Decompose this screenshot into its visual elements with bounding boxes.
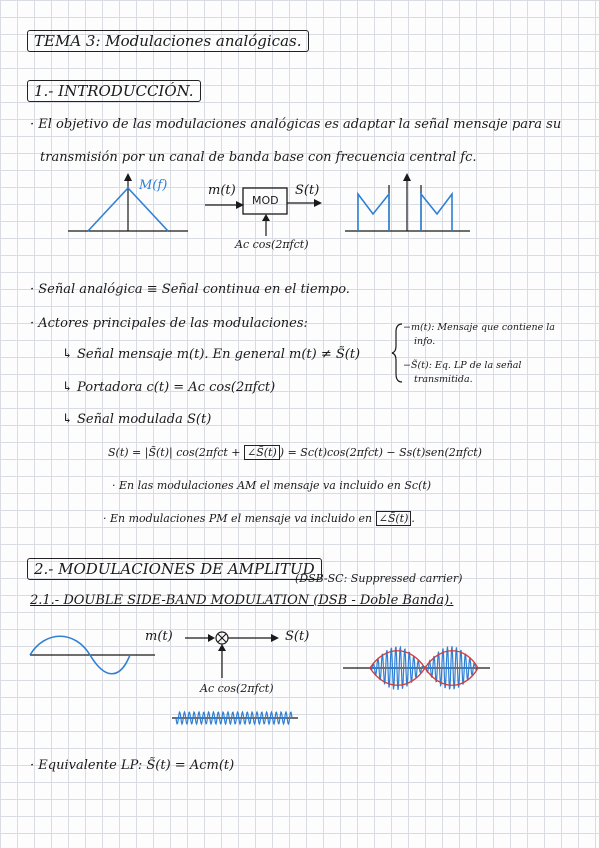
formula-lhs: S(t) = |S̃(t)| cos(2πfct + bbox=[108, 446, 245, 459]
input-label: m(t) bbox=[208, 183, 236, 198]
intro-paragraph-line2: transmisión por un canal de banda base con frecuencia central fc. bbox=[40, 150, 477, 165]
side-note-line4: transmitida. bbox=[414, 374, 473, 385]
message-spectrum bbox=[68, 173, 188, 231]
lp-equivalent: · Equivalente LP: S̃(t) = Acm(t) bbox=[30, 758, 235, 773]
dsb-carrier-label: Ac cos(2πfct) bbox=[200, 682, 274, 695]
am-note: · En las modulaciones AM el mensaje va incluido en Sc(t) bbox=[112, 479, 432, 492]
side-note-line1: −m(t): Mensaje que contiene la bbox=[403, 322, 555, 333]
intro-paragraph-line1: · El objetivo de las modulaciones analógicas es adaptar la señal mensaje para su bbox=[30, 117, 562, 132]
dsb-output-arrow bbox=[228, 634, 279, 642]
output-label: S(t) bbox=[295, 183, 320, 198]
side-note-line3: −S̃(t): Eq. LP de la señal bbox=[403, 360, 522, 371]
modulation-diagram bbox=[0, 0, 599, 300]
actor-message: ↳ Señal mensaje m(t). En general m(t) ≠ S̃(t) bbox=[62, 347, 361, 362]
formula-rhs: ) = Sc(t)cos(2πfct) − Ss(t)sen(2πfct) bbox=[279, 446, 482, 459]
dsb-modulated-signal bbox=[343, 646, 490, 690]
pm-note-boxed: ∠S̃(t) bbox=[376, 511, 412, 526]
topic-title: TEMA 3: Modulaciones analógicas. bbox=[27, 30, 309, 52]
section2-subtitle: 2.1.- DOUBLE SIDE-BAND MODULATION (DSB - Doble Banda). bbox=[30, 593, 454, 608]
bullet-analog: · Señal analógica ≡ Señal continua en el tiempo. bbox=[30, 282, 350, 297]
actor-carrier: ↳ Portadora c(t) = Ac cos(2πfct) bbox=[62, 380, 276, 395]
output-arrow bbox=[287, 199, 322, 207]
carrier-waveform bbox=[172, 712, 298, 724]
pm-note bbox=[103, 512, 415, 525]
dsb-sc-note: (DSB-SC: Suppressed carrier) bbox=[295, 572, 463, 585]
carrier-arrow bbox=[262, 214, 270, 236]
mod-block-label: MOD bbox=[252, 194, 279, 207]
dsb-output-label: S(t) bbox=[285, 629, 310, 644]
dsb-carrier-arrow bbox=[218, 644, 226, 678]
bullet-actors: · Actores principales de las modulaciones: bbox=[30, 316, 308, 331]
input-arrow bbox=[205, 201, 244, 209]
modulated-signal-formula bbox=[108, 446, 482, 459]
side-note-line2: info. bbox=[414, 336, 436, 347]
pm-note-text: · En modulaciones PM el mensaje va incluido en bbox=[103, 512, 373, 525]
dsb-input-arrow bbox=[185, 634, 215, 642]
section1-title: 1.- INTRODUCCIÓN. bbox=[27, 80, 201, 102]
message-waveform bbox=[30, 636, 155, 674]
spectrum-label: M(f) bbox=[139, 178, 168, 193]
pm-note-end: . bbox=[411, 512, 415, 525]
dsb-diagram bbox=[0, 600, 599, 740]
modulated-spectrum bbox=[345, 173, 470, 231]
dsb-input-label: m(t) bbox=[145, 629, 173, 644]
carrier-label: Ac cos(2πfct) bbox=[235, 238, 309, 251]
formula-phase-boxed: ∠S̃(t) bbox=[244, 445, 280, 460]
mixer-symbol bbox=[216, 632, 228, 644]
actor-modulated: ↳ Señal modulada S(t) bbox=[62, 412, 212, 427]
section2-title: 2.- MODULACIONES DE AMPLITUD bbox=[27, 558, 322, 580]
